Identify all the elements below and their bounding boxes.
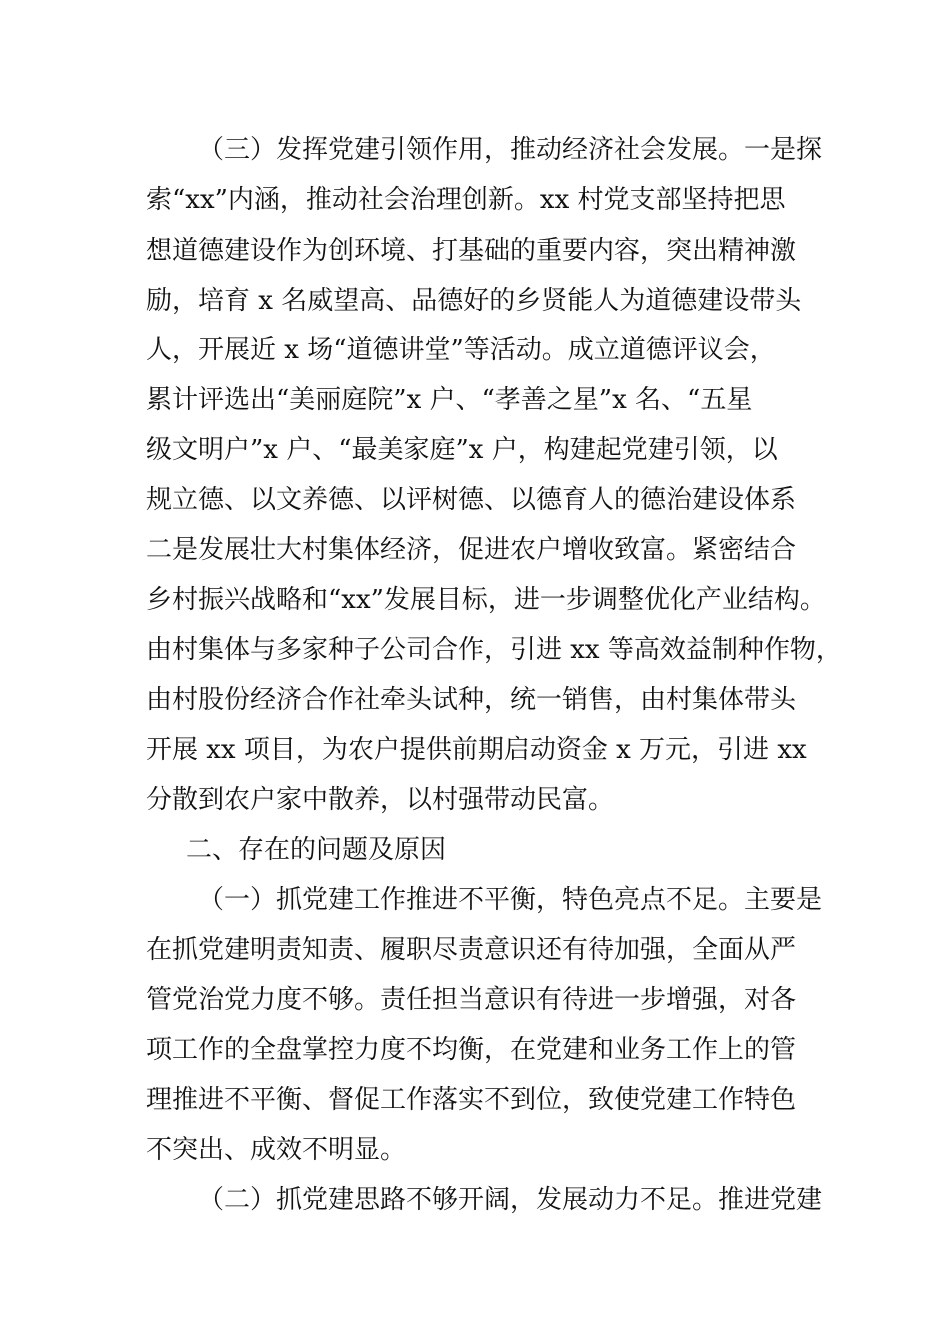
text-line-18: 管党治党力度不够。责任担当意识有待进一步增强，对各 <box>146 985 797 1015</box>
text-line-16: （一）抓党建工作推进不平衡，特色亮点不足。主要是 <box>198 885 823 915</box>
text-line-7: 级文明户”x 户、“最美家庭”x 户，构建起党建引领，以 <box>146 435 778 465</box>
text-line-1: （三）发挥党建引领作用，推动经济社会发展。一是探 <box>198 135 823 165</box>
text-line-17: 在抓党建明责知责、履职尽责意识还有待加强，全面从严 <box>146 935 797 965</box>
text-line-20: 理推进不平衡、督促工作落实不到位，致使党建工作特色 <box>146 1085 797 1115</box>
text-line-2: 索“xx”内涵，推动社会治理创新。xx 村党支部坚持把思 <box>146 185 786 215</box>
text-line-14: 分散到农户家中散养，以村强带动民富。 <box>146 785 615 815</box>
text-line-9: 二是发展壮大村集体经济，促进农户增收致富。紧密结合 <box>146 535 797 565</box>
section-heading: 二、存在的问题及原因 <box>186 835 447 865</box>
text-line-21: 不突出、成效不明显。 <box>146 1135 407 1165</box>
text-line-12: 由村股份经济合作社牵头试种，统一销售，由村集体带头 <box>146 685 797 715</box>
text-line-22: （二）抓党建思路不够开阔，发展动力不足。推进党建 <box>198 1185 823 1215</box>
text-line-4: 励，培育 x 名威望高、品德好的乡贤能人为道德建设带头 <box>146 286 802 316</box>
text-line-6: 累计评选出“美丽庭院”x 户、“孝善之星”x 名、“五星 <box>146 385 753 415</box>
text-line-3: 想道德建设作为创环境、打基础的重要内容，突出精神激 <box>146 236 797 266</box>
text-line-13: 开展 xx 项目，为农户提供前期启动资金 x 万元，引进 xx <box>146 735 807 765</box>
text-line-10: 乡村振兴战略和“xx”发展目标，进一步调整优化产业结构。 <box>146 585 826 615</box>
text-line-11: 由村集体与多家种子公司合作，引进 xx 等高效益制种作物， <box>146 635 842 665</box>
text-line-5: 人，开展近 x 场“道德讲堂”等活动。成立道德评议会， <box>146 335 776 365</box>
text-line-19: 项工作的全盘掌控力度不均衡，在党建和业务工作上的管 <box>146 1035 797 1065</box>
text-line-8: 规立德、以文养德、以评树德、以德育人的德治建设体系 <box>146 485 797 515</box>
